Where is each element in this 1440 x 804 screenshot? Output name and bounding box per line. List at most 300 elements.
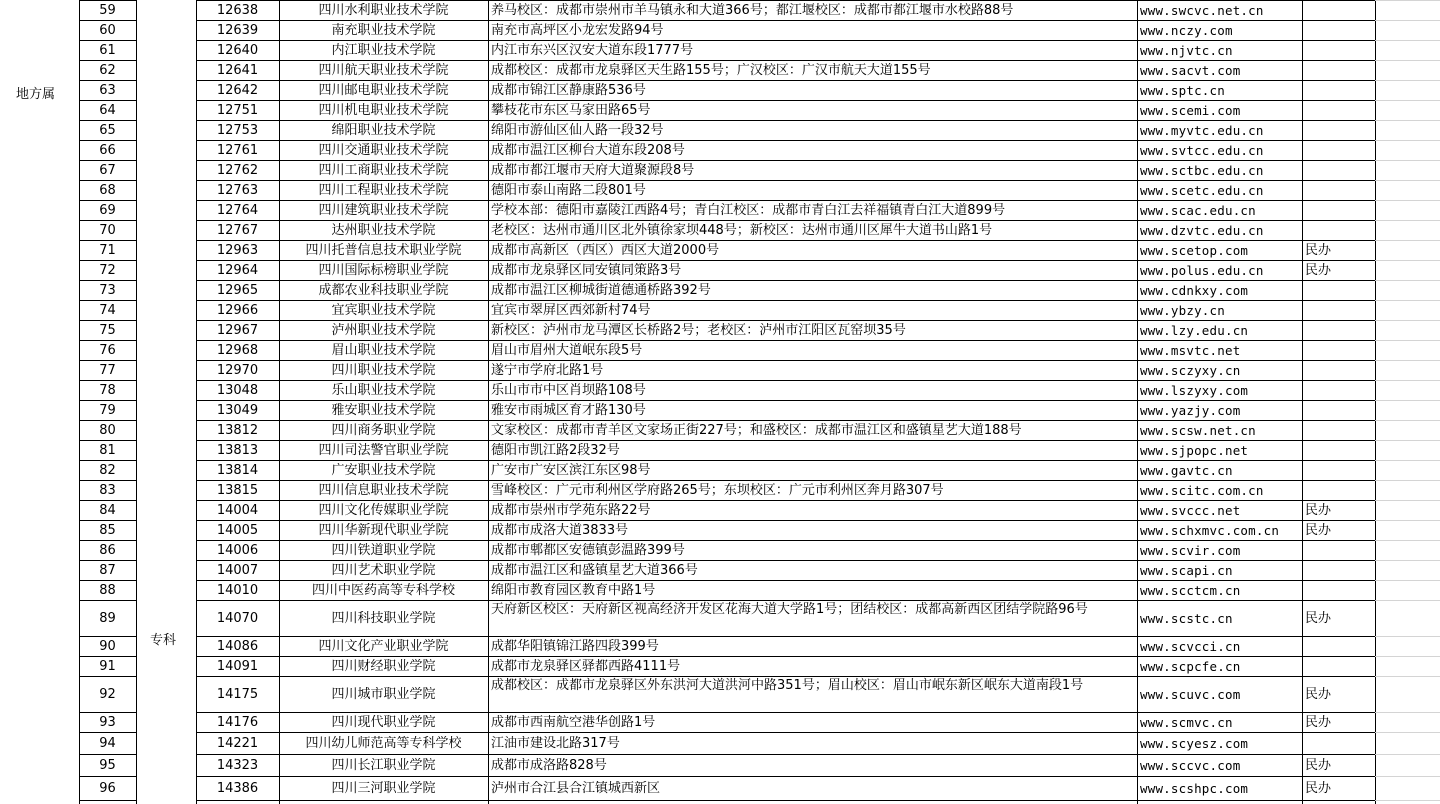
cell-no[interactable]: 67 xyxy=(99,163,116,178)
row-border xyxy=(79,656,136,657)
row-border xyxy=(79,140,136,141)
cell-code[interactable]: 13812 xyxy=(216,423,259,438)
row-border-light xyxy=(1375,40,1440,41)
cell-code[interactable]: 12964 xyxy=(216,263,259,278)
cell-no[interactable]: 60 xyxy=(99,23,116,38)
cell-web[interactable]: www.lzy.edu.cn xyxy=(1140,323,1249,338)
cell-name[interactable]: 四川铁道职业学院 xyxy=(331,543,436,558)
cell-code[interactable]: 14386 xyxy=(216,781,259,796)
cell-addr[interactable]: 成都市都江堰市天府大道聚源段8号 xyxy=(491,163,695,178)
row-border xyxy=(79,100,136,101)
row-border xyxy=(196,560,1375,561)
cell-name[interactable]: 四川科技职业学院 xyxy=(331,611,436,626)
cell-no[interactable]: 92 xyxy=(99,687,116,702)
cell-addr[interactable]: 成都市西南航空港华创路1号 xyxy=(491,715,656,730)
row-border xyxy=(79,500,136,501)
row-border xyxy=(196,800,1375,801)
cell-no[interactable]: 84 xyxy=(99,503,116,518)
cell-name[interactable]: 雅安职业技术学院 xyxy=(331,403,436,418)
row-border-light xyxy=(1375,600,1440,601)
cell-no[interactable]: 79 xyxy=(99,403,116,418)
row-border-light xyxy=(1375,140,1440,141)
row-border-light xyxy=(1375,20,1440,21)
row-border xyxy=(196,440,1375,441)
cell-addr[interactable]: 成都华阳镇锦江路四段399号 xyxy=(491,639,659,654)
row-border xyxy=(79,400,136,401)
row-border-light xyxy=(1375,180,1440,181)
cell-name[interactable]: 四川财经职业学院 xyxy=(331,659,436,674)
cell-addr[interactable]: 成都市温江区和盛镇星艺大道366号 xyxy=(491,563,698,578)
cell-addr[interactable]: 文家校区：成都市青羊区文家场正街227号；和盛校区：成都市温江区和盛镇星艺大道188号 xyxy=(491,423,1022,438)
row-border-light xyxy=(1375,712,1440,713)
cell-name[interactable]: 四川幼儿师范高等专科学校 xyxy=(305,736,462,751)
row-border xyxy=(79,800,136,801)
cell-addr[interactable]: 成都市成洛路828号 xyxy=(491,758,607,773)
cell-web[interactable]: www.sacvt.com xyxy=(1140,63,1241,78)
cell-no[interactable]: 77 xyxy=(99,363,116,378)
row-border xyxy=(196,580,1375,581)
cell-name[interactable]: 眉山职业技术学院 xyxy=(331,343,436,358)
row-border xyxy=(196,320,1375,321)
cell-name[interactable]: 四川托普信息技术职业学院 xyxy=(305,243,462,258)
cell-web[interactable]: www.sccvc.com xyxy=(1140,758,1241,773)
row-border xyxy=(79,520,136,521)
cell-no[interactable]: 83 xyxy=(99,483,116,498)
row-border xyxy=(196,200,1375,201)
cell-no[interactable]: 86 xyxy=(99,543,116,558)
cell-code[interactable]: 12767 xyxy=(216,223,259,238)
cell-name[interactable]: 四川文化传媒职业学院 xyxy=(318,503,449,518)
cell-name[interactable]: 四川华新现代职业学院 xyxy=(318,523,449,538)
cell-note[interactable]: 民办 xyxy=(1305,503,1332,518)
cell-web[interactable]: www.scac.edu.cn xyxy=(1140,203,1256,218)
row-border xyxy=(79,80,136,81)
cell-name[interactable]: 四川邮电职业技术学院 xyxy=(318,83,449,98)
cell-code[interactable]: 14005 xyxy=(216,523,259,538)
cell-code[interactable]: 14010 xyxy=(216,583,259,598)
cell-no[interactable]: 96 xyxy=(99,781,116,796)
cell-addr[interactable]: 南充市高坪区小龙宏发路94号 xyxy=(491,23,664,38)
cell-addr[interactable]: 广安市广安区滨江东区98号 xyxy=(491,463,651,478)
row-border xyxy=(79,712,136,713)
row-border-light xyxy=(1375,520,1440,521)
row-border xyxy=(196,480,1375,481)
row-border xyxy=(196,656,1375,657)
row-border xyxy=(196,260,1375,261)
cell-name[interactable]: 四川商务职业学院 xyxy=(331,423,436,438)
cell-no[interactable]: 72 xyxy=(99,263,116,278)
cell-code[interactable]: 12638 xyxy=(216,3,259,18)
cell-addr[interactable]: 成都校区：成都市龙泉驿区天生路155号；广汉校区：广汉市航天大道155号 xyxy=(491,63,931,78)
cell-web[interactable]: www.svtcc.edu.cn xyxy=(1140,143,1264,158)
cell-no[interactable]: 68 xyxy=(99,183,116,198)
cell-note[interactable]: 民办 xyxy=(1305,758,1332,773)
cell-web[interactable]: www.yazjy.com xyxy=(1140,403,1241,418)
cell-addr[interactable]: 德阳市凯江路2段32号 xyxy=(491,443,620,458)
cell-name[interactable]: 四川工程职业技术学院 xyxy=(318,183,449,198)
row-border xyxy=(79,120,136,121)
row-border-light xyxy=(1375,300,1440,301)
cell-code[interactable]: 13815 xyxy=(216,483,259,498)
cell-no[interactable]: 76 xyxy=(99,343,116,358)
cell-name[interactable]: 达州职业技术学院 xyxy=(331,223,436,238)
row-border-light xyxy=(1375,100,1440,101)
cell-code[interactable]: 14007 xyxy=(216,563,259,578)
cell-web[interactable]: www.myvtc.edu.cn xyxy=(1140,123,1264,138)
cell-no[interactable]: 82 xyxy=(99,463,116,478)
cell-code[interactable]: 12764 xyxy=(216,203,259,218)
row-border xyxy=(196,80,1375,81)
row-border xyxy=(79,636,136,637)
row-border-light xyxy=(1375,676,1440,677)
cell-no[interactable]: 59 xyxy=(99,3,116,18)
cell-web[interactable]: www.scmvc.cn xyxy=(1140,715,1233,730)
cell-web[interactable]: www.dzvtc.edu.cn xyxy=(1140,223,1264,238)
cell-addr[interactable]: 遂宁市学府北路1号 xyxy=(491,363,604,378)
cell-code[interactable]: 13048 xyxy=(216,383,259,398)
row-border xyxy=(196,140,1375,141)
cell-code[interactable]: 12640 xyxy=(216,43,259,58)
cell-name[interactable]: 四川工商职业技术学院 xyxy=(318,163,449,178)
cell-no[interactable]: 95 xyxy=(99,758,116,773)
cell-code[interactable]: 12965 xyxy=(216,283,259,298)
cell-code[interactable]: 12970 xyxy=(216,363,259,378)
row-border-light xyxy=(1375,580,1440,581)
cell-web[interactable]: www.swcvc.net.cn xyxy=(1140,3,1264,18)
cell-no[interactable]: 88 xyxy=(99,583,116,598)
cell-name[interactable]: 四川三河职业学院 xyxy=(331,781,436,796)
cell-addr[interactable]: 成都市龙泉驿区驿都西路4111号 xyxy=(491,659,681,674)
cell-name[interactable]: 泸州职业技术学院 xyxy=(331,323,436,338)
cell-name[interactable]: 四川长江职业学院 xyxy=(331,758,436,773)
cell-code[interactable]: 12642 xyxy=(216,83,259,98)
cell-name[interactable]: 四川司法警官职业学院 xyxy=(318,443,449,458)
cell-web[interactable]: www.scctcm.cn xyxy=(1140,583,1241,598)
cell-no[interactable]: 87 xyxy=(99,563,116,578)
cell-code[interactable]: 12967 xyxy=(216,323,259,338)
row-border xyxy=(79,480,136,481)
cell-addr[interactable]: 德阳市泰山南路二段801号 xyxy=(491,183,646,198)
cell-name[interactable]: 四川职业技术学院 xyxy=(331,363,436,378)
row-border xyxy=(79,776,136,777)
row-border xyxy=(79,732,136,733)
row-border xyxy=(79,40,136,41)
cell-web[interactable]: www.scshpc.com xyxy=(1140,781,1249,796)
cell-no[interactable]: 61 xyxy=(99,43,116,58)
cell-web[interactable]: www.ybzy.cn xyxy=(1140,303,1225,318)
cell-name[interactable]: 南充职业技术学院 xyxy=(331,23,436,38)
row-border-light xyxy=(1375,754,1440,755)
row-border xyxy=(79,600,136,601)
cell-name[interactable]: 四川信息职业技术学院 xyxy=(318,483,449,498)
cell-no[interactable]: 71 xyxy=(99,243,116,258)
cell-web[interactable]: www.cdnkxy.com xyxy=(1140,283,1249,298)
row-border xyxy=(196,0,1375,1)
cell-code[interactable]: 12763 xyxy=(216,183,259,198)
cell-no[interactable]: 93 xyxy=(99,715,116,730)
cell-addr[interactable]: 江油市建设北路317号 xyxy=(491,736,620,751)
row-border xyxy=(196,240,1375,241)
cell-name[interactable]: 绵阳职业技术学院 xyxy=(331,123,436,138)
cell-web[interactable]: www.scetc.edu.cn xyxy=(1140,183,1264,198)
cell-web[interactable]: www.gavtc.cn xyxy=(1140,463,1233,478)
cell-no[interactable]: 63 xyxy=(99,83,116,98)
row-border xyxy=(196,776,1375,777)
cell-name[interactable]: 四川航天职业技术学院 xyxy=(318,63,449,78)
cell-note[interactable]: 民办 xyxy=(1305,687,1332,702)
cell-web[interactable]: www.scitc.com.cn xyxy=(1140,483,1264,498)
cell-web[interactable]: www.polus.edu.cn xyxy=(1140,263,1264,278)
cell-web[interactable]: www.scvir.com xyxy=(1140,543,1241,558)
cell-addr[interactable]: 乐山市市中区肖坝路108号 xyxy=(491,383,646,398)
cell-addr[interactable]: 雪峰校区：广元市利州区学府路265号；东坝校区：广元市利州区奔月路307号 xyxy=(491,483,944,498)
cell-web[interactable]: www.scpcfe.cn xyxy=(1140,659,1241,674)
cell-no[interactable]: 78 xyxy=(99,383,116,398)
row-border xyxy=(79,200,136,201)
cell-code[interactable]: 14323 xyxy=(216,758,259,773)
cell-no[interactable]: 73 xyxy=(99,283,116,298)
cell-code[interactable]: 12968 xyxy=(216,343,259,358)
cell-no[interactable]: 70 xyxy=(99,223,116,238)
cell-addr[interactable]: 眉山市眉州大道岷东段5号 xyxy=(491,343,643,358)
row-border xyxy=(79,754,136,755)
row-border-light xyxy=(1375,500,1440,501)
cell-no[interactable]: 69 xyxy=(99,203,116,218)
cell-code[interactable]: 12753 xyxy=(216,123,259,138)
cell-addr[interactable]: 绵阳市教育园区教育中路1号 xyxy=(491,583,656,598)
row-border-light xyxy=(1375,220,1440,221)
cell-addr[interactable]: 攀枝花市东区马家田路65号 xyxy=(491,103,651,118)
cell-note[interactable]: 民办 xyxy=(1305,715,1332,730)
cell-code[interactable]: 12751 xyxy=(216,103,259,118)
cell-no[interactable]: 89 xyxy=(99,611,116,626)
row-border-light xyxy=(1375,732,1440,733)
row-border xyxy=(196,540,1375,541)
row-border xyxy=(196,732,1375,733)
row-border xyxy=(196,500,1375,501)
row-border xyxy=(196,160,1375,161)
cell-no[interactable]: 85 xyxy=(99,523,116,538)
row-border xyxy=(79,220,136,221)
row-border-light xyxy=(1375,636,1440,637)
row-border-light xyxy=(1375,360,1440,361)
cell-name[interactable]: 四川国际标榜职业学院 xyxy=(318,263,449,278)
cell-code[interactable]: 14176 xyxy=(216,715,259,730)
row-border xyxy=(196,380,1375,381)
cell-name[interactable]: 内江职业技术学院 xyxy=(331,43,436,58)
row-border xyxy=(196,220,1375,221)
group-label-level: 专科 xyxy=(150,633,177,648)
cell-web[interactable]: www.scemi.com xyxy=(1140,103,1241,118)
cell-addr[interactable]: 成都市郫都区安德镇彭温路399号 xyxy=(491,543,685,558)
row-border xyxy=(79,540,136,541)
cell-name[interactable]: 广安职业技术学院 xyxy=(331,463,436,478)
cell-addr[interactable]: 学校本部：德阳市嘉陵江西路4号；青白江校区：成都市青白江去祥福镇青白江大道899号 xyxy=(491,203,1006,218)
cell-name[interactable]: 四川文化产业职业学院 xyxy=(318,639,449,654)
cell-web[interactable]: www.scsw.net.cn xyxy=(1140,423,1256,438)
row-border xyxy=(196,636,1375,637)
cell-code[interactable]: 12641 xyxy=(216,63,259,78)
cell-addr[interactable]: 成都市高新区（西区）西区大道2000号 xyxy=(491,243,720,258)
cell-web[interactable]: www.svccc.net xyxy=(1140,503,1241,518)
cell-addr[interactable]: 成都市龙泉驿区同安镇同策路3号 xyxy=(491,263,682,278)
cell-name[interactable]: 四川城市职业学院 xyxy=(331,687,436,702)
cell-no[interactable]: 75 xyxy=(99,323,116,338)
row-border xyxy=(79,20,136,21)
cell-code[interactable]: 12639 xyxy=(216,23,259,38)
cell-web[interactable]: www.nczy.com xyxy=(1140,23,1233,38)
row-border-light xyxy=(1375,380,1440,381)
row-border xyxy=(79,160,136,161)
row-border xyxy=(196,712,1375,713)
cell-addr[interactable]: 成都市成洛大道3833号 xyxy=(491,523,629,538)
cell-code[interactable]: 12761 xyxy=(216,143,259,158)
cell-name[interactable]: 四川中医药高等专科学校 xyxy=(311,583,455,598)
cell-no[interactable]: 66 xyxy=(99,143,116,158)
cell-addr[interactable]: 雅安市雨城区育才路130号 xyxy=(491,403,646,418)
row-border xyxy=(79,0,136,1)
cell-code[interactable]: 13813 xyxy=(216,443,259,458)
cell-addr[interactable]: 成都市锦江区静康路536号 xyxy=(491,83,646,98)
row-border-light xyxy=(1375,80,1440,81)
group-label-local: 地方属 xyxy=(16,87,56,102)
cell-no[interactable]: 62 xyxy=(99,63,116,78)
cell-addr[interactable]: 泸州市合江县合江镇城西新区 xyxy=(491,781,661,796)
cell-name[interactable]: 宜宾职业技术学院 xyxy=(331,303,436,318)
cell-name[interactable]: 乐山职业技术学院 xyxy=(331,383,436,398)
row-border-light xyxy=(1375,60,1440,61)
cell-web[interactable]: www.scvcci.cn xyxy=(1140,639,1241,654)
row-border xyxy=(196,280,1375,281)
cell-code[interactable]: 14086 xyxy=(216,639,259,654)
cell-note[interactable]: 民办 xyxy=(1305,611,1332,626)
row-border xyxy=(196,420,1375,421)
row-border xyxy=(196,520,1375,521)
row-border xyxy=(196,340,1375,341)
cell-note[interactable]: 民办 xyxy=(1305,523,1332,538)
column-border xyxy=(136,0,137,804)
cell-name[interactable]: 成都农业科技职业学院 xyxy=(318,283,449,298)
cell-note[interactable]: 民办 xyxy=(1305,243,1332,258)
cell-code[interactable]: 14091 xyxy=(216,659,259,674)
cell-web[interactable]: www.njvtc.cn xyxy=(1140,43,1233,58)
cell-addr[interactable]: 内江市东兴区汉安大道东段1777号 xyxy=(491,43,694,58)
row-border xyxy=(196,40,1375,41)
cell-addr[interactable]: 老校区：达州市通川区北外镇徐家坝448号；新校区：达州市通川区犀牛大道书山路1号 xyxy=(491,223,993,238)
row-border-light xyxy=(1375,776,1440,777)
cell-name[interactable]: 四川水利职业技术学院 xyxy=(318,3,449,18)
cell-no[interactable]: 94 xyxy=(99,736,116,751)
cell-code[interactable]: 14221 xyxy=(216,736,259,751)
row-border-light xyxy=(1375,656,1440,657)
row-border xyxy=(79,340,136,341)
cell-code[interactable]: 14006 xyxy=(216,543,259,558)
row-border xyxy=(79,380,136,381)
row-border xyxy=(196,300,1375,301)
cell-web[interactable]: www.scstc.cn xyxy=(1140,611,1233,626)
cell-addr[interactable]: 成都市崇州市学苑东路22号 xyxy=(491,503,651,518)
cell-addr[interactable]: 成都校区：成都市龙泉驿区外东洪河大道洪河中路351号；眉山校区：眉山市岷东新区岷东大道南段1号 xyxy=(491,678,1084,693)
cell-code[interactable]: 12963 xyxy=(216,243,259,258)
row-border xyxy=(196,20,1375,21)
cell-addr[interactable]: 宜宾市翠屏区西郊新村74号 xyxy=(491,303,651,318)
row-border-light xyxy=(1375,340,1440,341)
row-border xyxy=(196,400,1375,401)
row-border xyxy=(79,460,136,461)
cell-addr[interactable]: 新校区：泸州市龙马潭区长桥路2号；老校区：泸州市江阳区瓦窑坝35号 xyxy=(491,323,906,338)
cell-no[interactable]: 90 xyxy=(99,639,116,654)
cell-web[interactable]: www.scapi.cn xyxy=(1140,563,1233,578)
cell-web[interactable]: www.scetop.com xyxy=(1140,243,1249,258)
cell-code[interactable]: 13814 xyxy=(216,463,259,478)
cell-name[interactable]: 四川艺术职业学院 xyxy=(331,563,436,578)
cell-web[interactable]: www.scyesz.com xyxy=(1140,736,1249,751)
row-border-light xyxy=(1375,460,1440,461)
row-border-light xyxy=(1375,560,1440,561)
cell-web[interactable]: www.sczyxy.cn xyxy=(1140,363,1241,378)
row-border xyxy=(79,300,136,301)
row-border xyxy=(79,560,136,561)
row-border-light xyxy=(1375,800,1440,801)
row-border-light xyxy=(1375,0,1440,1)
cell-code[interactable]: 14004 xyxy=(216,503,259,518)
cell-name[interactable]: 四川交通职业技术学院 xyxy=(318,143,449,158)
cell-no[interactable]: 64 xyxy=(99,103,116,118)
cell-code[interactable]: 12966 xyxy=(216,303,259,318)
row-border xyxy=(196,460,1375,461)
cell-web[interactable]: www.sptc.cn xyxy=(1140,83,1225,98)
cell-no[interactable]: 91 xyxy=(99,659,116,674)
cell-addr[interactable]: 成都市温江区柳城街道德通桥路392号 xyxy=(491,283,711,298)
cell-code[interactable]: 13049 xyxy=(216,403,259,418)
cell-code[interactable]: 12762 xyxy=(216,163,259,178)
cell-note[interactable]: 民办 xyxy=(1305,781,1332,796)
cell-web[interactable]: www.schxmvc.com.cn xyxy=(1140,523,1280,538)
row-border-light xyxy=(1375,540,1440,541)
cell-code[interactable]: 14070 xyxy=(216,611,259,626)
cell-web[interactable]: www.sjpopc.net xyxy=(1140,443,1249,458)
row-border xyxy=(79,320,136,321)
row-border-light xyxy=(1375,160,1440,161)
cell-no[interactable]: 80 xyxy=(99,423,116,438)
cell-name[interactable]: 四川机电职业技术学院 xyxy=(318,103,449,118)
cell-no[interactable]: 65 xyxy=(99,123,116,138)
cell-no[interactable]: 81 xyxy=(99,443,116,458)
cell-no[interactable]: 74 xyxy=(99,303,116,318)
cell-web[interactable]: www.sctbc.edu.cn xyxy=(1140,163,1264,178)
cell-addr[interactable]: 养马校区：成都市崇州市羊马镇永和大道366号；都江堰校区：成都市都江堰市水校路88号 xyxy=(491,3,1014,18)
cell-code[interactable]: 14175 xyxy=(216,687,259,702)
row-border-light xyxy=(1375,280,1440,281)
cell-note[interactable]: 民办 xyxy=(1305,263,1332,278)
row-border-light xyxy=(1375,200,1440,201)
row-border-light xyxy=(1375,440,1440,441)
cell-name[interactable]: 四川现代职业学院 xyxy=(331,715,436,730)
cell-addr[interactable]: 成都市温江区柳台大道东段208号 xyxy=(491,143,685,158)
cell-web[interactable]: www.scuvc.com xyxy=(1140,687,1241,702)
row-border xyxy=(79,240,136,241)
row-border xyxy=(79,676,136,677)
cell-web[interactable]: www.msvtc.net xyxy=(1140,343,1241,358)
row-border-light xyxy=(1375,240,1440,241)
row-border xyxy=(79,420,136,421)
cell-addr[interactable]: 绵阳市游仙区仙人路一段32号 xyxy=(491,123,664,138)
cell-addr[interactable]: 天府新区校区：天府新区视高经济开发区花海大道大学路1号；团结校区：成都高新西区团结学院路96号 xyxy=(491,602,1088,617)
cell-name[interactable]: 四川建筑职业技术学院 xyxy=(318,203,449,218)
cell-web[interactable]: www.lszyxy.com xyxy=(1140,383,1249,398)
row-border xyxy=(196,120,1375,121)
row-border xyxy=(79,440,136,441)
